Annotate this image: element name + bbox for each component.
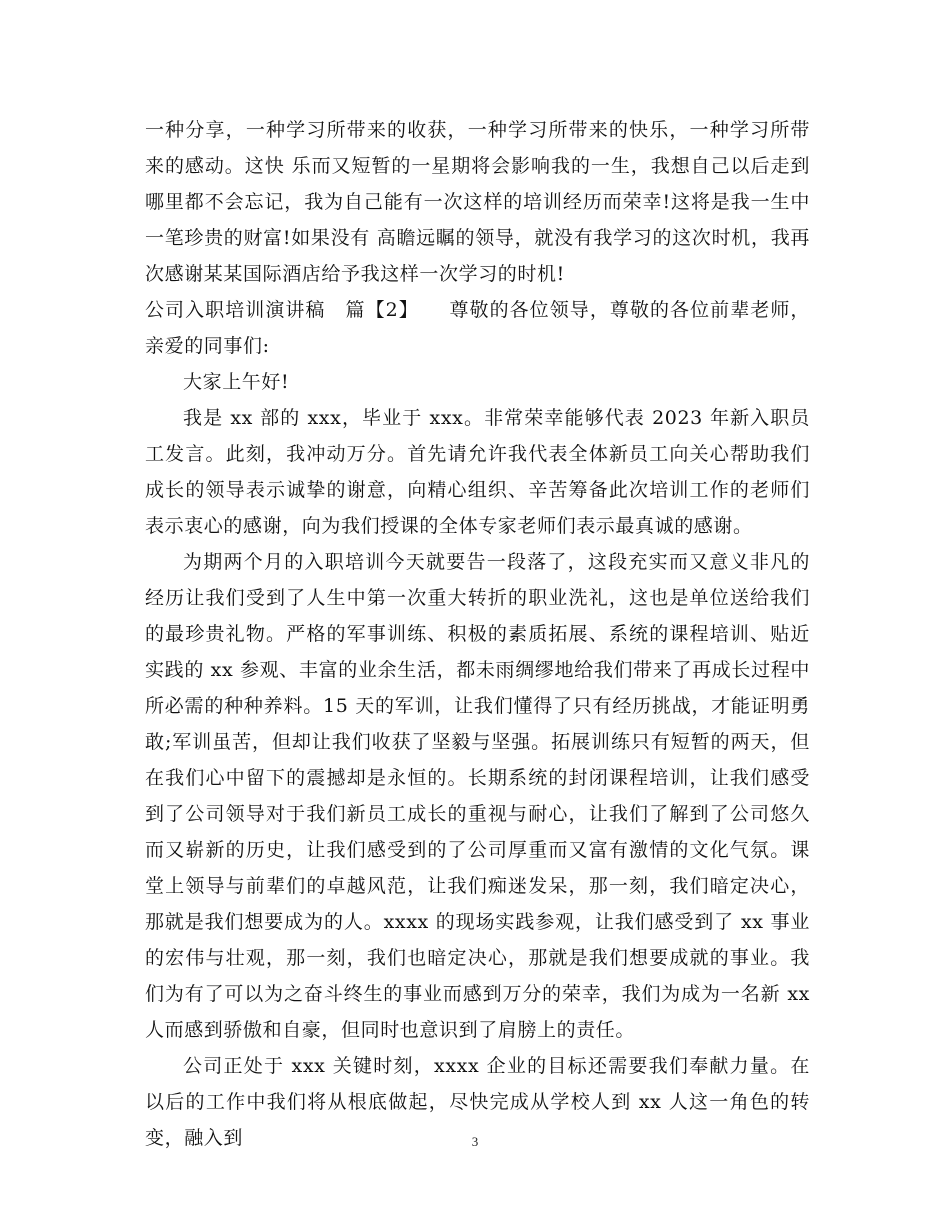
paragraph-training-review: 为期两个月的入职培训今天就要告一段落了，这段充实而又意义非凡的经历让我们受到了人生中第一次重大转折的职业洗礼，这也是单位送给我们的最珍贵礼物。严格的军事训练、积极的素质拓展、系统的课程培训、贴近实践的 xx 参观、丰富的业余生活，都未雨绸缪地给我们带来了再成长过程中所必需的种种养料。15 天的军训，让我们懂得了只有经历挑战，才能证明勇敢;军训虽苦，但却让我们收获了坚毅与坚强。拓展训练只有短暂的两天，但在我们心中留下的震撼却是永恒的。长期系统的封闭课程培训，让我们感受到了公司领导对于我们新员工成长的重视与耐心，让我们了解到了公司悠久而又崭新的历史，让我们感受到的了公司厚重而又富有激情的文化气氛。课堂上领导与前辈们的卓越风范，让我们痴迷发呆，那一刻，我们暗定决心，那就是我们想要成为的人。xxxx 的现场实践参观，让我们感受到了 xx 事业的宏伟与壮观，那一刻，我们也暗定决心，那就是我们想要成就的事业。我们为有了可以为之奋斗终生的事业而感到万分的荣幸，我们为成为一名新 xx 人而感到骄傲和自豪，但同时也意识到了肩膀上的责任。 [145,551,810,1041]
paragraph-closing-thanks: 一种分享，一种学习所带来的收获，一种学习所带来的快乐，一种学习所带来的感动。这快 乐而又短暂的一星期将会影响我的一生，我想自己以后走到哪里都不会忘记，我为自己能有一次这样的培训经历而荣幸!这将是我一生中一笔珍贵的财富!如果没有 高瞻远瞩的领导，就没有我学习的这次时机，我再次感谢某某国际酒店给予我这样一次学习的时机! [145,119,810,285]
paragraph-future-work: 公司正处于 xxx 关键时刻，xxxx 企业的目标还需要我们奉献力量。在以后的工作中我们将从根底做起，尽快完成从学校人到 xx 人这一角色的转变，融入到 [145,1055,810,1149]
paragraph-greeting: 大家上午好! [183,371,290,393]
paragraph-speech-heading: 公司入职培训演讲稿 篇【2】 尊敬的各位领导，尊敬的各位前辈老师，亲爱的同事们: [145,299,810,357]
page-number: 3 [471,1134,479,1149]
document-body [145,112,810,1156]
paragraph-introduction: 我是 xx 部的 xxx，毕业于 xxx。非常荣幸能够代表 2023 年新入职员工发言。此刻，我冲动万分。首先请允许我代表全体新员工向关心帮助我们成长的领导表示诚挚的谢意，向精心组织、辛苦筹备此次培训工作的老师们表示衷心的感谢，向为我们授课的全体专家老师们表示最真诚的感谢。 [145,407,810,537]
